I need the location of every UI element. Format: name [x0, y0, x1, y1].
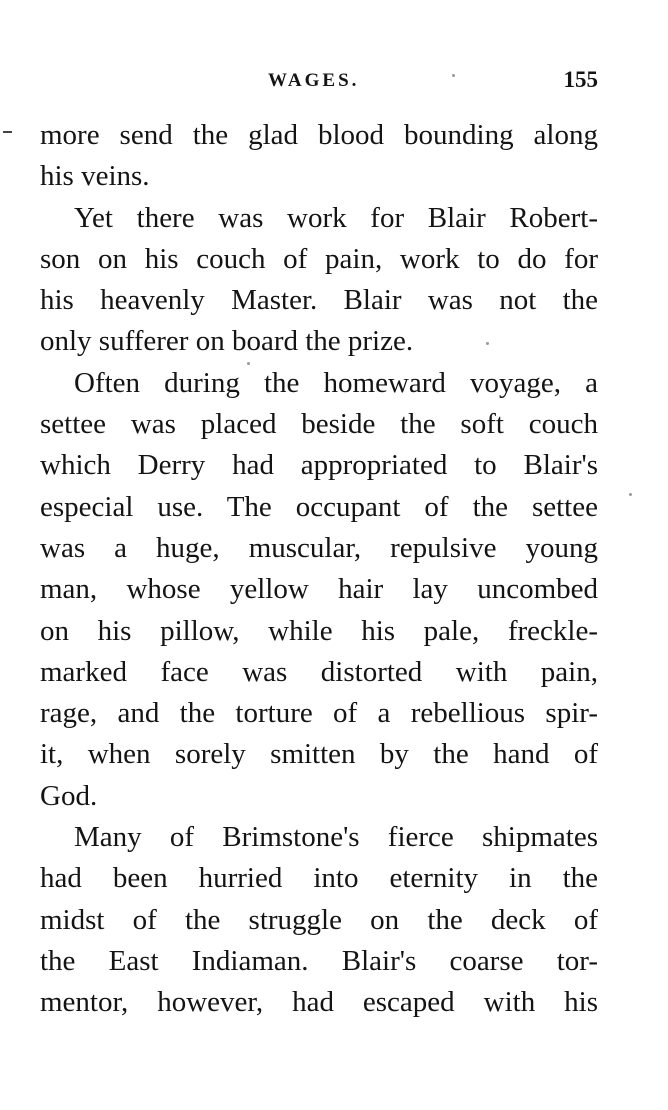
text-line: was a huge, muscular, repulsive young — [40, 531, 598, 564]
running-head — [40, 67, 600, 100]
text-line: more send the glad blood bounding along — [40, 119, 598, 151]
text-line: the East Indiaman. Blair's coarse tor- — [40, 944, 598, 977]
text-line: midst of the struggle on the deck of — [40, 903, 598, 936]
text-line: it, when sorely smitten by the hand of — [40, 738, 598, 771]
text-line: man, whose yellow hair lay uncombed — [40, 573, 598, 606]
text-line: marked face was distorted with pain, — [40, 655, 598, 688]
text-line: which Derry had appropriated to Blair's — [40, 449, 598, 482]
body-text — [40, 115, 598, 1024]
print-speck — [486, 342, 489, 345]
text-line: God. — [40, 779, 98, 812]
running-title: WAGES. — [268, 70, 360, 91]
text-line: only sufferer on board the prize. — [40, 325, 414, 358]
text-line: mentor, however, had escaped with his — [40, 986, 598, 1019]
text-line: Many of Brimstone's fierce shipmates — [74, 821, 598, 854]
print-speck — [629, 493, 632, 496]
margin-mark — [3, 131, 12, 133]
print-speck — [452, 74, 455, 77]
text-line: son on his couch of pain, work to do for — [40, 242, 598, 275]
text-line: had been hurried into eternity in the — [40, 862, 598, 895]
text-line: his veins. — [40, 160, 150, 193]
text-line: his heavenly Master. Blair was not the — [40, 284, 598, 317]
text-line: Often during the homeward voyage, a — [74, 366, 598, 399]
text-line: rage, and the torture of a rebellious spir- — [40, 697, 598, 730]
text-line: settee was placed beside the soft couch — [40, 408, 598, 441]
text-line: on his pillow, while his pale, freckle- — [40, 614, 598, 647]
text-line: Yet there was work for Blair Robert- — [74, 201, 598, 234]
page-number: 155 — [563, 67, 598, 92]
print-speck — [247, 362, 250, 365]
text-line: especial use. The occupant of the settee — [40, 490, 598, 523]
